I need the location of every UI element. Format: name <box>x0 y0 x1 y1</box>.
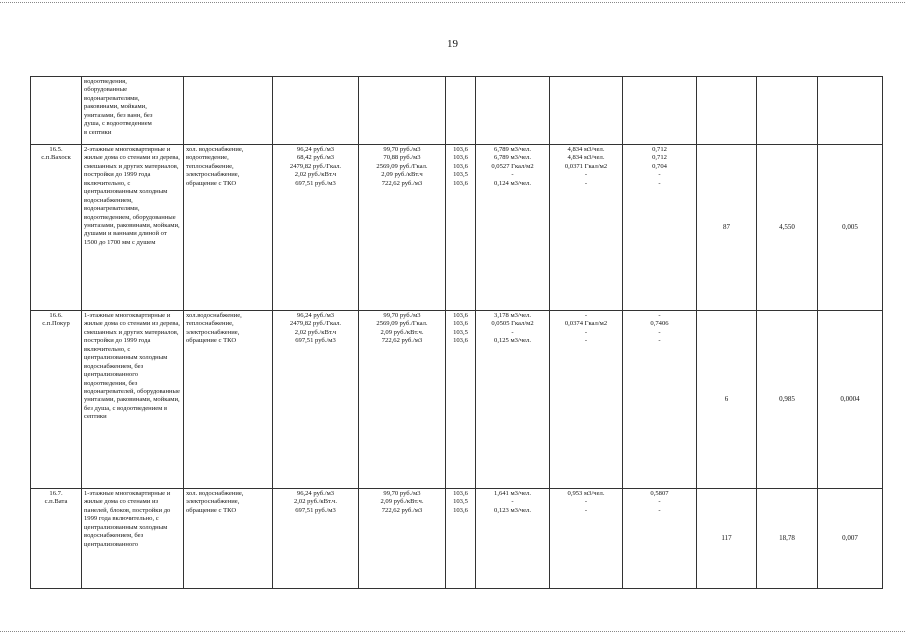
coef-cell: 0,5807 - - <box>623 489 697 589</box>
tariff-2021-cell: 96,24 руб./м3 68,42 руб./м3 2479,82 руб./Гкал. 2,02 руб./кВт.ч 697,51 руб./м3 <box>273 145 359 311</box>
tariff-table <box>30 76 883 589</box>
services-cell: хол. водоснабжение, водоотведение, теплоснабжение, электроснабжение, обращение с ТКО <box>184 145 273 311</box>
index-cell: 103,6 103,5 103,6 <box>446 489 476 589</box>
norm2-cell: 4,834 м3/чел. 4,834 м3/чел. 0,0371 Гкал/м2 - - <box>550 145 623 311</box>
count-cell: 117 <box>697 489 757 589</box>
norm1-cell: 6,789 м3/чел. 6,789 м3/чел. 0,0527 Гкал/м2 - 0,124 м3/чел. <box>476 145 550 311</box>
norm2-cell: - 0,0374 Гкал/м2 - - <box>550 311 623 489</box>
coef-cell: - 0,7406 - - <box>623 311 697 489</box>
tariff-2022-cell: 99,70 руб./м3 70,88 руб./м3 2569,09 руб./Гкал. 2,09 руб./кВт.ч 722,62 руб./м3 <box>359 145 446 311</box>
services-cell: хол.водоснабжение, теплоснабжение, электроснабжение, обращение с ТКО <box>184 311 273 489</box>
norm1-cell: 3,178 м3/чел. 0,0505 Гкал/м2 - 0,125 м3/чел. <box>476 311 550 489</box>
services-cell: хол. водоснабжение, электроснабжение, обращение с ТКО <box>184 489 273 589</box>
value2-cell: 0,007 <box>818 489 883 589</box>
value2-cell: 0,0004 <box>818 311 883 489</box>
tariff-2022-cell: 99,70 руб./м3 2569,09 руб./Гкал. 2,09 руб./кВт.ч. 722,62 руб./м3 <box>359 311 446 489</box>
coef-cell: 0,712 0,712 0,704 - - <box>623 145 697 311</box>
tariff-2022-cell: 99,70 руб./м3 2,09 руб./кВт.ч. 722,62 руб./м3 <box>359 489 446 589</box>
tariff-2021-cell: 96,24 руб./м3 2,02 руб./кВт.ч. 697,51 руб./м3 <box>273 489 359 589</box>
table-row <box>31 489 883 589</box>
table-row <box>31 311 883 489</box>
count-cell: 6 <box>697 311 757 489</box>
bottom-scan-edge <box>0 631 905 632</box>
description-cell: 1-этажные многоквартирные и жилые дома со стенами из дерева, смешанных и других материалов, постройки до 1999 года включительно, с централизованным холодным водоснабжением, без централизованного водоотведения, без водонагревателей, оборудованные унитазами, раковинами, мойками, без душа, с водоотведением в септики <box>82 311 184 489</box>
description-cell: 2-этажные многоквартирные и жилые дома со стенами из дерева, смешанных и других материалов, постройки до 1999 года включительно, с централизованным холодным водоснабжением, водонагревателями, водоотведением, оборудованные унитазами, раковинами, мойками, душами и ваннами длиной от 1500 до 1700 мм с душем <box>82 145 184 311</box>
row-number-cell: 16.6. с.п.Покур <box>31 311 82 489</box>
page-number: 19 <box>447 38 458 50</box>
index-cell: 103,6 103,6 103,5 103,6 <box>446 311 476 489</box>
description-cell: 1-этажные многоквартирные и жилые дома со стенами из панелей, блоков, постройки до 1999 года включительно, с централизованным холодным водоснабжением, без централизованного <box>82 489 184 589</box>
value1-cell: 4,550 <box>757 145 818 311</box>
description-cell: водоотведения, оборудованные водонагревателями, раковинами, мойками, унитазами, без ванн, без душа, с водоотведением в септики <box>82 77 184 145</box>
value1-cell: 18,78 <box>757 489 818 589</box>
index-cell: 103,6 103,6 103,6 103,5 103,6 <box>446 145 476 311</box>
row-number-cell: 16.5. с.п.Вахоcк <box>31 145 82 311</box>
top-scan-edge <box>0 2 905 3</box>
value2-cell: 0,005 <box>818 145 883 311</box>
count-cell: 87 <box>697 145 757 311</box>
row-number-cell: 16.7. с.п.Вата <box>31 489 82 589</box>
value1-cell: 0,985 <box>757 311 818 489</box>
tariff-2021-cell: 96,24 руб./м3 2479,82 руб./Гкал. 2,02 руб./кВт.ч 697,51 руб./м3 <box>273 311 359 489</box>
norm2-cell: 0,953 м3/чел. - - <box>550 489 623 589</box>
continuation-row <box>31 77 883 145</box>
norm1-cell: 1,641 м3/чел. - 0,123 м3/чел. <box>476 489 550 589</box>
table-row <box>31 145 883 311</box>
